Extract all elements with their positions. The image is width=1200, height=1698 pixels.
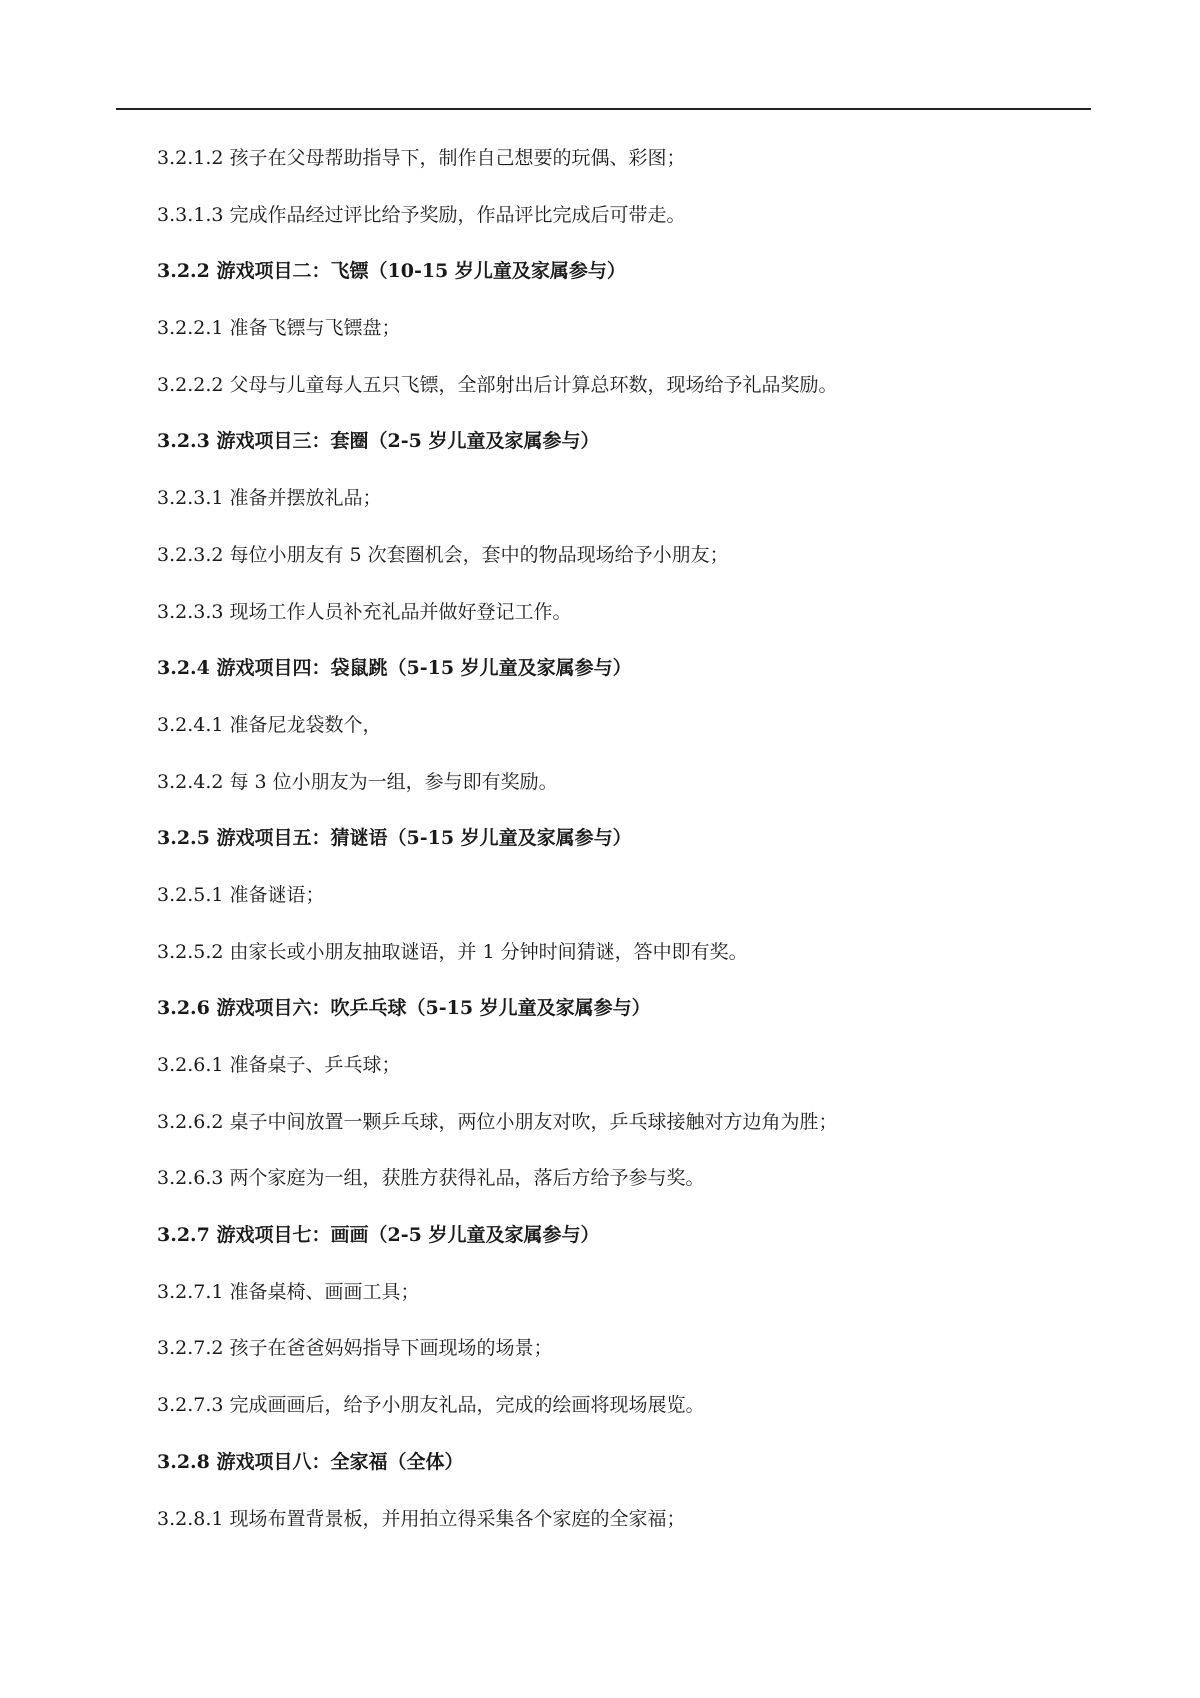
list-item: 3.2.4.1 准备尼龙袋数个， (157, 713, 382, 736)
section-heading: 3.2.2 游戏项目二：飞镖（10-15 岁儿童及家属参与） (157, 260, 626, 283)
section-heading: 3.2.3 游戏项目三：套圈（2-5 岁儿童及家属参与） (157, 430, 600, 453)
list-item: 3.2.2.2 父母与儿童每人五只飞镖，全部射出后计算总环数，现场给予礼品奖励。 (157, 373, 838, 396)
list-item: 3.2.4.2 每 3 位小朋友为一组，参与即有奖励。 (157, 770, 558, 793)
list-item: 3.2.6.3 两个家庭为一组，获胜方获得礼品，落后方给予参与奖。 (157, 1167, 705, 1190)
list-item: 3.3.1.3 完成作品经过评比给予奖励，作品评比完成后可带走。 (157, 203, 686, 226)
document-body (157, 130, 1087, 1547)
section-heading: 3.2.4 游戏项目四：袋鼠跳（5-15 岁儿童及家属参与） (157, 657, 632, 680)
list-item: 3.2.6.1 准备桌子、乒乓球； (157, 1054, 401, 1076)
section-heading: 3.2.5 游戏项目五：猜谜语（5-15 岁儿童及家属参与） (157, 827, 632, 850)
list-item: 3.2.5.2 由家长或小朋友抽取谜语，并 1 分钟时间猜谜，答中即有奖。 (157, 940, 748, 963)
list-item: 3.2.7.1 准备桌椅、画画工具； (157, 1280, 420, 1303)
section-heading: 3.2.7 游戏项目七：画画（2-5 岁儿童及家属参与） (157, 1224, 600, 1247)
list-item: 3.2.3.3 现场工作人员补充礼品并做好登记工作。 (157, 600, 572, 623)
header-rule (116, 108, 1091, 110)
section-heading: 3.2.6 游戏项目六：吹乒乓球（5-15 岁儿童及家属参与） (157, 997, 651, 1020)
list-item: 3.2.8.1 现场布置背景板，并用拍立得采集各个家庭的全家福； (157, 1507, 686, 1530)
list-item: 3.2.7.3 完成画画后，给予小朋友礼品，完成的绘画将现场展览。 (157, 1394, 705, 1417)
list-item: 3.2.2.1 准备飞镖与飞镖盘； (157, 317, 401, 340)
list-item: 3.2.3.2 每位小朋友有 5 次套圈机会，套中的物品现场给予小朋友； (157, 543, 729, 566)
list-item: 3.2.1.2 孩子在父母帮助指导下，制作自己想要的玩偶、彩图； (157, 147, 686, 169)
list-item: 3.2.6.2 桌子中间放置一颗乒乓球，两位小朋友对吹，乒乓球接触对方边角为胜； (157, 1110, 838, 1133)
list-item: 3.2.5.1 准备谜语； (157, 883, 325, 906)
section-heading: 3.2.8 游戏项目八：全家福（全体） (157, 1450, 464, 1473)
list-item: 3.2.7.2 孩子在爸爸妈妈指导下画现场的场景； (157, 1337, 553, 1360)
list-item: 3.2.3.1 准备并摆放礼品； (157, 487, 382, 510)
